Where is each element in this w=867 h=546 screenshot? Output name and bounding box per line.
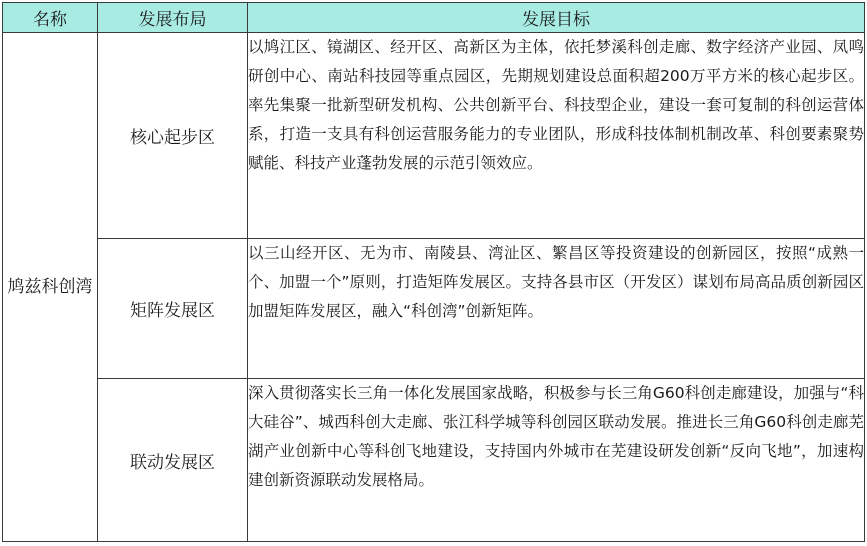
layout-cell: 联动发展区 [98,379,248,542]
name-cell: 鸠兹科创湾 [3,33,98,542]
goal-cell: 以鸠江区、镜湖区、经开区、高新区为主体，依托梦溪科创走廊、数字经济产业园、凤鸣研创中心、南站科技园等重点园区，先期规划建设总面积超200万平方米的核心起步区。率先集聚一批新型研发机构、公共创新平台、科技型企业，建设一套可复制的科创运营体系，打造一支具有科创运营服务能力的专业团队，形成科技体制机制改革、科创要素聚势赋能、科技产业蓬勃发展的示范引领效应。 [248,33,865,239]
header-layout: 发展布局 [98,3,248,33]
layout-cell: 核心起步区 [98,33,248,239]
goal-cell: 以三山经开区、无为市、南陵县、湾沚区、繁昌区等投资建设的创新园区，按照“成熟一个、加盟一个”原则，打造矩阵发展区。支持各县市区（开发区）谋划布局高品质创新园区加盟矩阵发展区，融入“科创湾”创新矩阵。 [248,239,865,379]
goal-cell: 深入贯彻落实长三角一体化发展国家战略，积极参与长三角G60科创走廊建设，加强与“科大硅谷”、城西科创大走廊、张江科学城等科创园区联动发展。推进长三角G60科创走廊芜湖产业创新中心等科创飞地建设，支持国内外城市在芜建设研发创新“反向飞地”，加速构建创新资源联动发展格局。 [248,379,865,542]
table-row [3,33,865,239]
table-header-row [3,3,865,33]
header-name: 名称 [3,3,98,33]
layout-cell: 矩阵发展区 [98,239,248,379]
table-row [3,239,865,379]
table-row [3,379,865,542]
header-goal: 发展目标 [248,3,865,33]
development-plan-table [2,2,865,542]
